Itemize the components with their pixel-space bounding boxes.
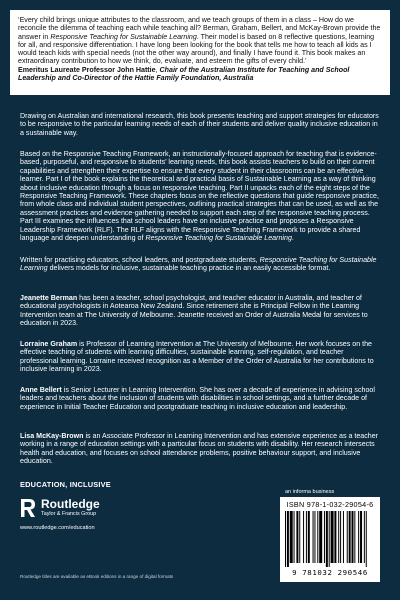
endorsement-attribution: Emeritus Laureate Professor John Hattie, Chair of the Australian Institute for Teaching and School Leadership and Co-Director of the Hattie Family Foundation, Australia <box>18 65 350 83</box>
attribution-name: Emeritus Laureate Professor John Hattie <box>18 65 156 74</box>
intro-paragraph: Drawing on Australian and international research, this book presents teaching and support strategies for educators to be responsive to the particular learning needs of each of their students and deliver quality inclusive education in a sustainable way. <box>20 112 379 137</box>
author-bio-bellert: Anne Bellert is Senior Lecturer in Learning Intervention. She has over a decade of experience in advising school leaders and teachers about the inclusion of students with disabilities in school settings, and a further decade of experience in Initial Teacher Education and postgraduate teaching in inclusive education and leadership. <box>20 386 375 411</box>
author-name: Anne Bellert <box>20 386 62 394</box>
barcode-digits: 9 781032 290546 <box>292 568 368 577</box>
endorsement-box <box>10 10 390 95</box>
publisher-block <box>20 497 200 537</box>
publisher-name: Routledge <box>41 497 100 511</box>
subject-category: EDUCATION, INCLUSIVE <box>20 480 111 489</box>
framework-book-title: Responsive Teaching for Sustainable Learning <box>145 234 292 243</box>
author-bio-berman: Jeanette Berman has been a teacher, school psychologist, and teacher educator in Australia, and teacher of educational psychologists in Aotearoa New Zealand. Since retirement she is Principal Fellow in the Learning Intervention team at The University of Melbourne. Jeanette received an Order of Australia Medal for services to education in 2023. <box>20 294 368 328</box>
publisher-group: Taylor & Francis Group <box>41 511 97 517</box>
routledge-logo-icon <box>20 498 36 518</box>
informa-tagline: an informa business <box>285 489 335 495</box>
isbn-number: ISBN 978-1-032-29054-6 <box>286 500 374 509</box>
author-bio-mckay-brown: Lisa McKay-Brown is an Associate Professor in Learning Intervention and has extensive experience as a teacher working in a range of education settings with a particular focus on students with disability. Her research intersects health and education, and focuses on school attendance problems, positive behaviour support, and inclusive education. <box>20 432 379 466</box>
author-name: Jeanette Berman <box>20 294 78 302</box>
barcode-icon <box>285 511 375 567</box>
framework-paragraph: Based on the Responsive Teaching Framework, an instructionally-focused approach for teaching that is evidence-based, purposeful, and responsive to students’ learning needs, this book assists teachers to build on their current capabilities and strengthen their expertise to ensure that every student in their classrooms can be an effective learner. Part I of the book explains the theoretical and practical basis of Sustainable Learning as a way of thinking about inclusive education through a focus on responsive teaching. Part II unpacks each of the eight steps of the Responsive Teaching Framework. These chapters focus on the reflective questions that guide responsive practice, from whole class and individual student perspectives, outlining practical strategies that can be used, as well as the assessment practices and evidence-gathering needed to support each step of the responsive teaching process. Part III examines the influences that school leaders have on inclusive practice and proposes a Responsive Leadership Framework (RLF). The RLF aligns with the Responsive Teaching Framework to provide a shared language and deepen understanding of Responsive Teaching for Sustainable Learning. <box>20 150 379 243</box>
publisher-url: www.routledge.com/education <box>20 525 95 531</box>
audience-paragraph: Written for practising educators, school leaders, and postgraduate students, Responsive Teaching for Sustainable Learning delivers models for inclusive, sustainable teaching practice in an easily accessible format. <box>20 256 377 273</box>
audience-book-title: Responsive Teaching for Sustainable Learning <box>20 256 377 273</box>
barcode-panel <box>280 497 380 582</box>
ebook-note: Routledge titles are available as eBook editions in a range of digital formats <box>20 574 174 579</box>
author-name: Lisa McKay-Brown <box>20 432 84 440</box>
attribution-role: Chair of the Australian Institute for Teaching and School Leadership and Co-Director of the Hattie Family Foundation, Australia <box>18 65 350 83</box>
endorsement-book-title: Responsive Teaching for Sustainable Learning <box>50 32 197 41</box>
author-name: Lorraine Graham <box>20 340 78 348</box>
author-bio-graham: Lorraine Graham is Professor of Learning Intervention at The University of Melbourne. Her work focuses on the effective teaching of students with learning difficulties, sustainable learning, self-regulation, and teacher professional learning. Lorraine received recognition as a Member of the Order of Australia for her contributions to inclusive learning in 2023. <box>20 340 374 374</box>
endorsement-quote: ‘Every child brings unique attributes to the classroom, and we teach groups of them in a class – How do we reconcile the dilemma of teaching each while teaching all? Berman, Graham, Bellert, and McKay-Brown provide the answer in Responsive Teaching for Sustainable Learning. Their model is based on 8 reflective questions, learning for all, and responsive differentiation. I have long been looking for the book that tells me how to teach all kids as I would teach kids with special needs (not the other way around), and finally I have found it. This book makes an extraordinary contribution to how we think, do, evaluate, and esteem the gifts of every child.’ <box>18 16 381 66</box>
